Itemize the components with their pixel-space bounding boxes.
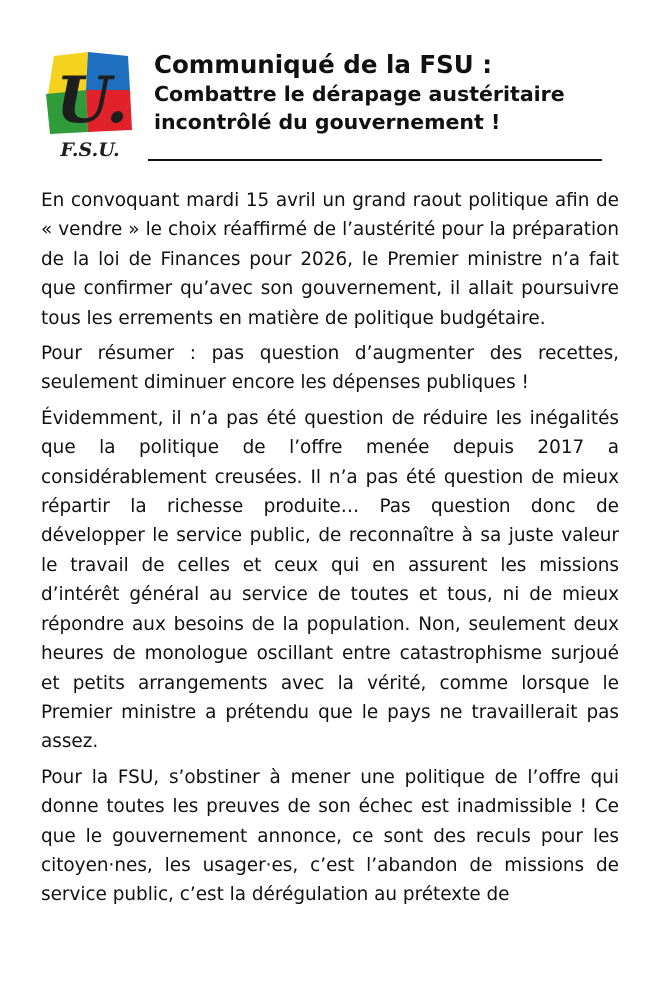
title-block [154,50,624,136]
fsu-logo [44,50,136,160]
page-subtitle-line-2: incontrôlé du gouvernement ! [154,110,501,134]
logo-letter: U. [55,63,129,138]
paragraph-1: En convoquant mardi 15 avril un grand raout politique afin de « vendre » le choix réaffirmé de l’austérité pour la préparation de la loi de Finances pour 2026, le Premier ministre n’a fait que confirmer qu’avec son gouvernement, il allait poursuivre tous les errements en matière de politique budgétaire. [41,190,619,329]
page-subtitle-line-1: Combattre le dérapage austéritaire [154,82,565,106]
header [0,0,658,170]
title-underline [148,159,602,161]
communique-body [41,186,619,916]
page-title: Communiqué de la FSU : [154,50,493,79]
paragraph-3: Évidemment, il n’a pas été question de réduire les inégalités que la politique de l’offre menée depuis 2017 a considérablement creusées. Il n’a pas été question de mieux répartir la richesse produite… Pas question donc de développer le service public, de reconnaître à sa juste valeur le travail de celles et ceux qui en assurent les missions d’intérêt général au service de toutes et tous, ni de mieux répondre aux besoins de la population. Non, seulement deux heures de monologue oscillant entre catastrophisme surjoué et petits arrangements avec la vérité, comme lorsque le Premier ministre a prétendu que le pays ne travaillerait pas assez. [41,407,619,753]
paragraph-2: Pour résumer : pas question d’augmenter des recettes, seulement diminuer encore les dépenses publiques ! [41,343,619,394]
paragraph-4: Pour la FSU, s’obstiner à mener une politique de l’offre qui donne toutes les preuves de son échec est inadmissible ! Ce que le gouvernement annonce, ce sont des reculs pour les citoyen·nes, les usager·es, c’est l’abandon de missions de service public, c’est la dérégulation au prétexte de [41,766,619,906]
logo-caption: F.S.U. [60,139,120,160]
